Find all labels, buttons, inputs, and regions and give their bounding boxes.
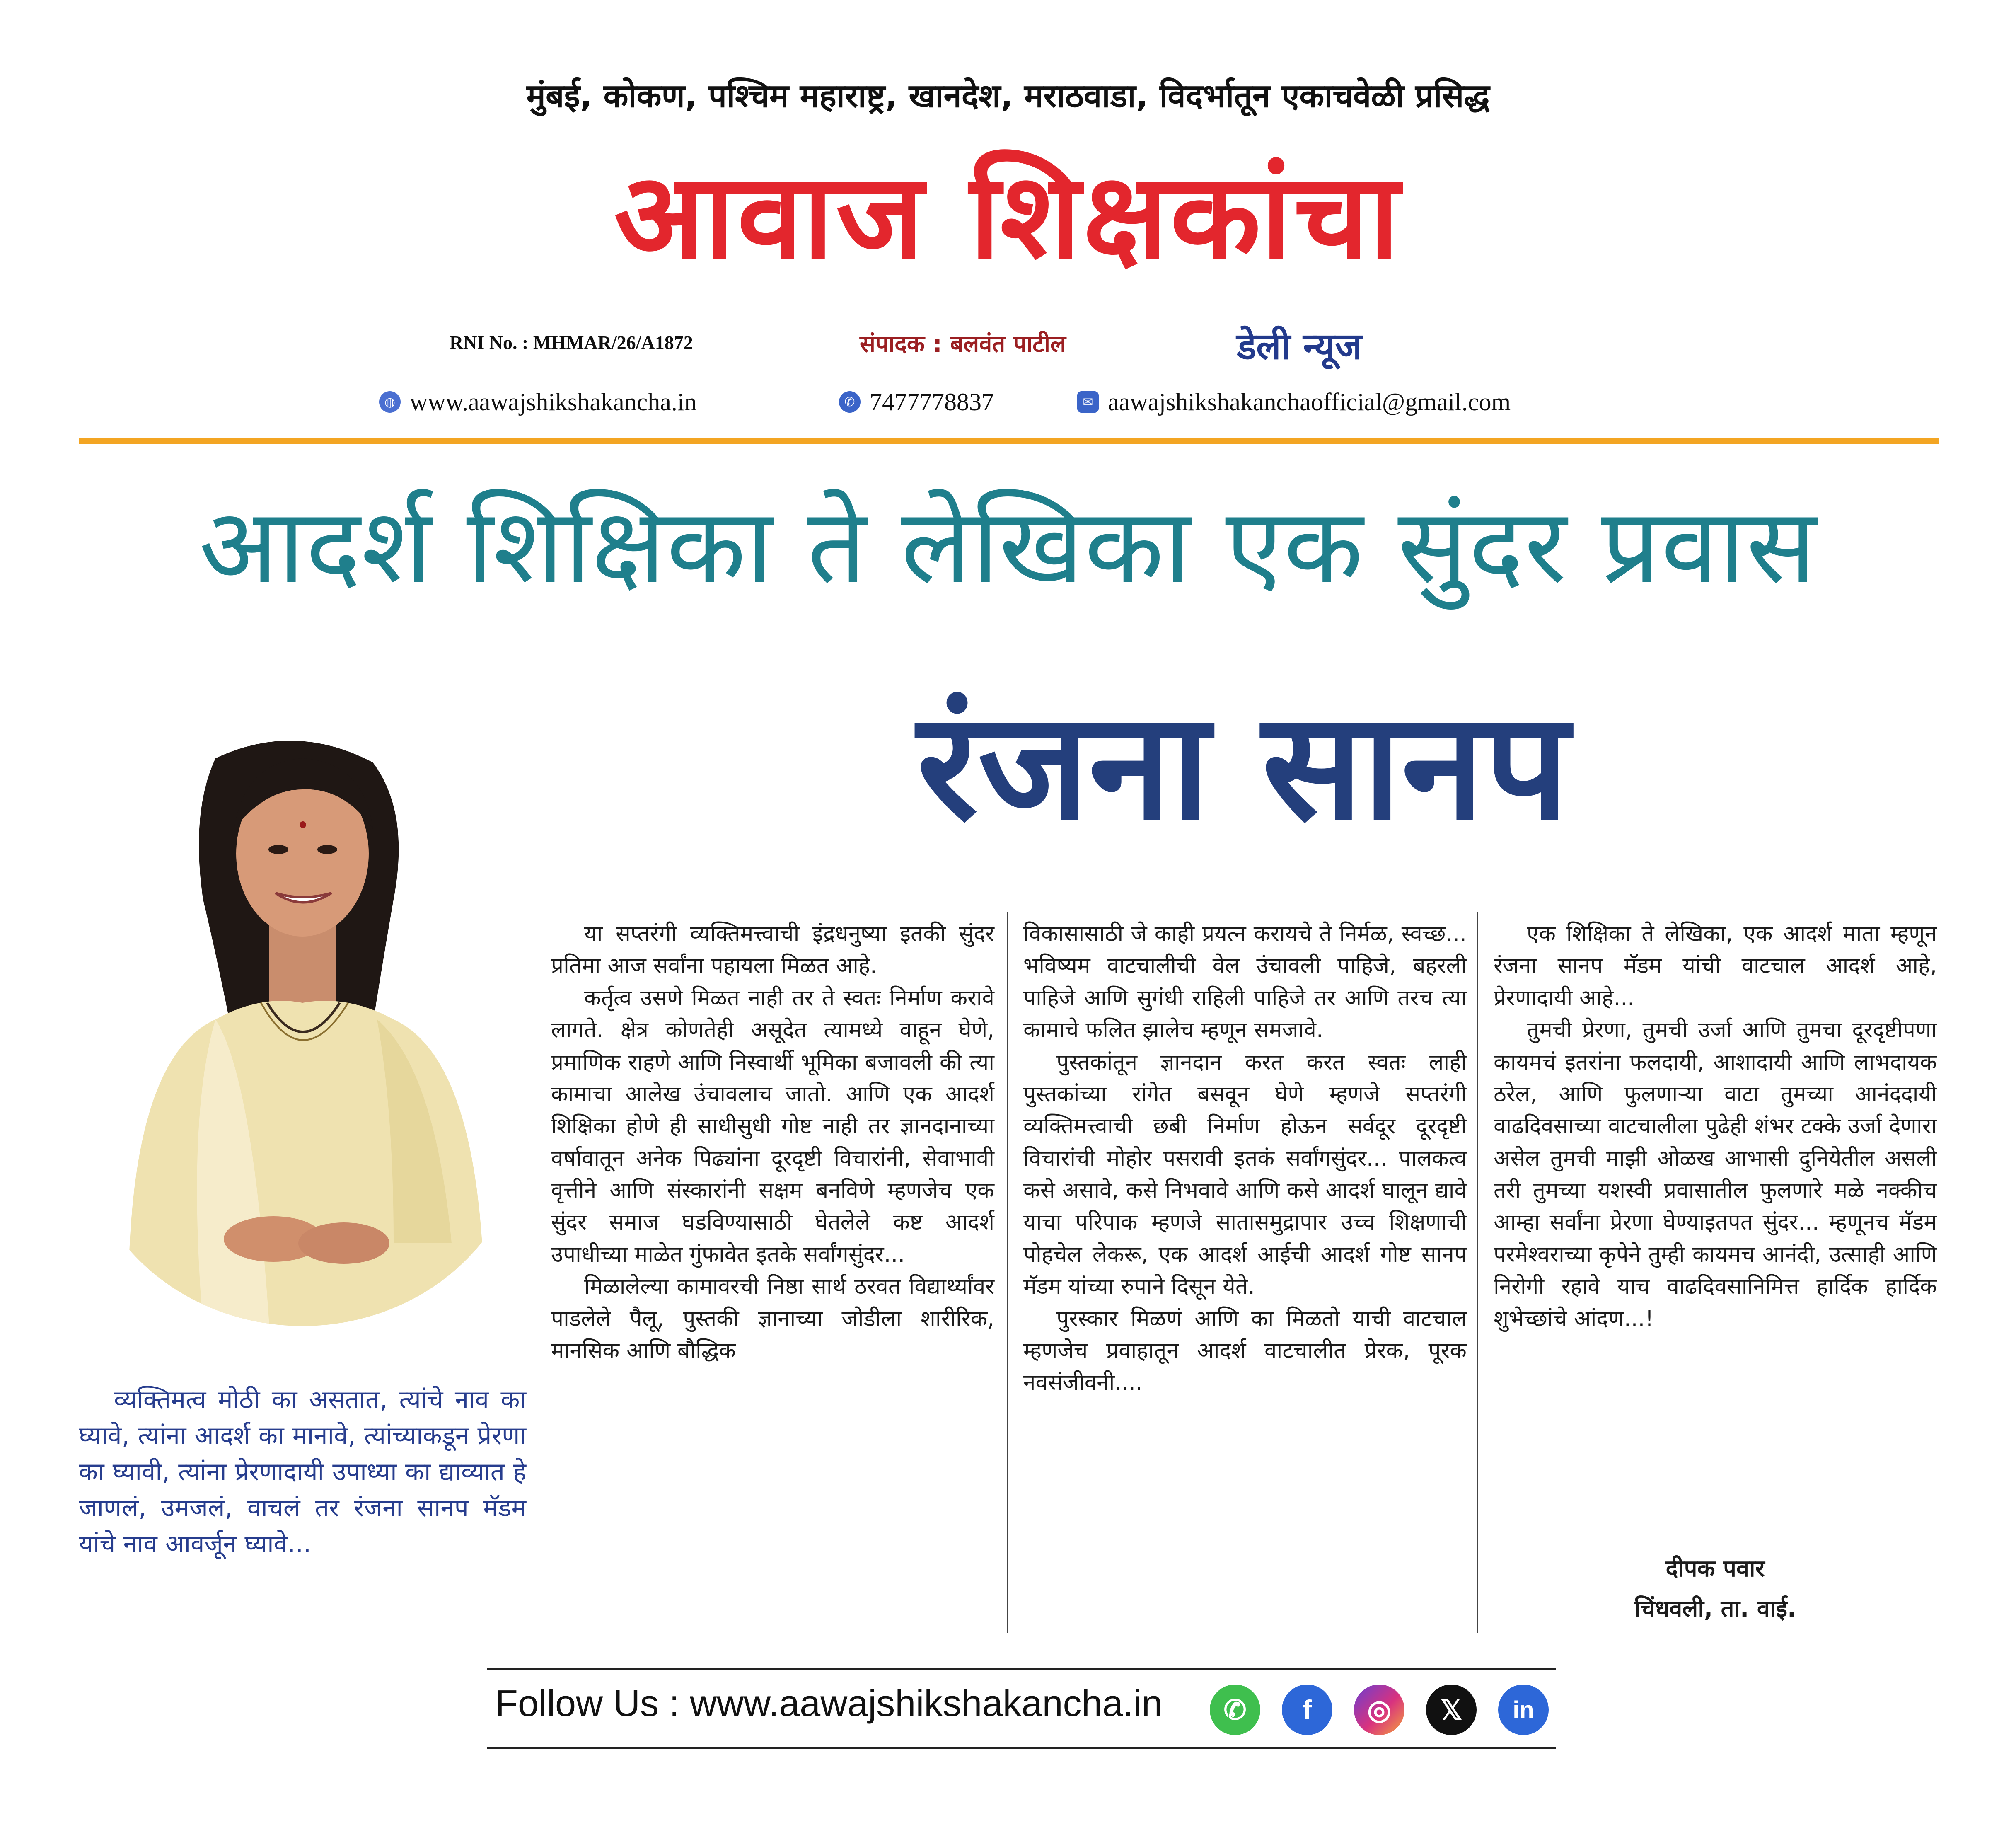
whatsapp-icon[interactable]: ✆	[1210, 1685, 1260, 1735]
website-contact[interactable]	[379, 387, 697, 416]
masthead-divider	[79, 438, 1939, 444]
editor-credit: संपादक : बलवंत पाटील	[860, 331, 1066, 358]
paragraph: या सप्तरंगी व्यक्तिमत्त्वाची इंद्रधनुष्या इतकी सुंदर प्रतिमा आज सर्वांना पहायला मिळत आहे.	[551, 921, 994, 979]
paragraph: पुस्तकांतून ज्ञानदान करत करत स्वतः लाही पुस्तकांच्या रांगेत बसवून घेणे म्हणजे सप्तरंगी व्यक्तिमत्त्वाची छबी निर्माण होऊन सर्वदूर दूरदृष्टी विचारांची मोहोर पसरावी इतकं सर्वांगसुंदर... पालकत्व कसे असावे, कसे निभवावे आणि कसे आदर्श घालून द्यावे याचा परिपाक म्हणजे सातासमुद्रापार उच्च शिक्षणाची पोहचेल लेकरू, एक आदर्श आईची आदर्श गोष्ट सानप मॅडम यांच्या रुपाने दिसून येते.	[1023, 1049, 1467, 1300]
phone-number[interactable]: 7477778837	[870, 388, 994, 416]
instagram-icon[interactable]: ◎	[1354, 1685, 1404, 1735]
paragraph: मिळालेल्या कामावरची निष्ठा सार्थ ठरवत विद्यार्थ्यांवर पाडलेले पैलू, पुस्तकी ज्ञानाच्या जोडीला शारीरिक, मानसिक आणि बौद्धिक	[551, 1274, 994, 1363]
phone-contact[interactable]	[839, 387, 994, 416]
email-contact[interactable]	[1077, 387, 1511, 416]
edition-label: डेली न्यूज	[1237, 325, 1362, 368]
column-divider	[1477, 912, 1478, 1633]
globe-icon: ◍	[379, 391, 401, 413]
facebook-icon[interactable]: f	[1282, 1685, 1332, 1735]
paragraph: पुरस्कार मिळणं आणि का मिळतो याची वाटचाल म्हणजेच प्रवाहातून आदर्श वाटचालीत प्रेरक, पूरक नवसंजीवनी....	[1023, 1306, 1467, 1396]
article-column-3	[1494, 918, 1937, 1335]
follow-us-text[interactable]: Follow Us : www.aawajshikshakancha.in	[495, 1683, 1163, 1724]
linkedin-icon[interactable]: in	[1498, 1685, 1549, 1735]
portrait-photo	[79, 704, 526, 1326]
column-divider	[1007, 912, 1008, 1633]
email-address[interactable]: aawajshikshakanchaofficial@gmail.com	[1108, 388, 1511, 416]
paragraph: विकासासाठी जे काही प्रयत्न करायचे ते निर्मळ, स्वच्छ... भविष्यम वाटचालीची वेल उंचावली पाहिजे, बहरली पाहिजे आणि सुगंधी राहिली पाहिजे तर आणि तरच त्या कामाचे फलित झालेच म्हणून समजावे.	[1023, 921, 1467, 1043]
article-column-2	[1023, 918, 1467, 1399]
x-icon[interactable]: 𝕏	[1426, 1685, 1477, 1735]
article-headline: आदर्श शिक्षिका ते लेखिका एक सुंदर प्रवास	[199, 486, 1817, 606]
article-subject-name: रंजना सानप	[917, 680, 1569, 853]
phone-icon: ✆	[839, 391, 861, 413]
article-column-1	[551, 918, 994, 1367]
newspaper-logo: आवाज शिक्षकांचा	[614, 148, 1402, 285]
footer-top-rule	[487, 1668, 1556, 1670]
masthead-tagline: मुंबई, कोकण, पश्चिम महाराष्ट्र, खानदेश, मराठवाडा, विदर्भातून एकाचवेळी प्रसिद्ध	[526, 77, 1490, 115]
paragraph: तुमची प्रेरणा, तुमची उर्जा आणि तुमचा दूरदृष्टीपणा कायमचं इतरांना फलदायी, आशादायी आणि लाभदायक ठरेल, आणि फुलणाऱ्या वाटा तुमच्या आनंददायी वाढदिवसाच्या वाटचालीला पुढेही शंभर टक्के उर्जा देणारा असेल तुमची माझी ओळख आभासी दुनियेतील असली तरी तुमच्या यशस्वी प्रवासातील फुलणारे मळे नक्कीच आम्हा सर्वांना प्रेरणा घेण्याइतपत सुंदर... म्हणूनच मॅडम परमेश्वराच्या कृपेने तुम्ही कायमच आनंदी, उत्साही आणि निरोगी रहावे याच वाढदिवसानिमित्त हार्दिक हार्दिक शुभेच्छांचे आंदण...!	[1494, 1017, 1937, 1331]
paragraph: कर्तृत्व उसणे मिळत नाही तर ते स्वतः निर्माण करावे लागते. क्षेत्र कोणतेही असूदेत त्यामध्ये वाहून घेणे, प्रमाणिक राहणे आणि निस्वार्थी भूमिका बजावली की त्या कामाचा आलेख उंचावलाच जातो. आणि एक आदर्श शिक्षिका होणे ही साधीसुधी गोष्ट नाही तर ज्ञानदानाच्या वर्षावातून अनेक पिढ्यांना दूरदृष्टी विचारांनी, सेवाभावी वृत्तीने आणि संस्कारांनी सक्षम बनविणे म्हणजेच एक सुंदर समाज घडविण्यासाठी घेतलेले कष्ट आदर्श उपाधीच्या माळेत गुंफावेत इतके सर्वांगसुंदर...	[551, 985, 994, 1267]
rni-number: RNI No. : MHMAR/26/A1872	[450, 332, 693, 353]
paragraph: एक शिक्षिका ते लेखिका, एक आदर्श माता म्हणून रंजना सानप मॅडम यांची वाटचाल आदर्श आहे, प्रेरणादायी आहे...	[1494, 921, 1937, 1011]
social-links	[1210, 1685, 1549, 1735]
pull-quote-text: व्यक्तिमत्व मोठी का असतात, त्यांचे नाव का घ्यावे, त्यांना आदर्श का मानावे, त्यांच्याकडून प्रेरणा का घ्यावी, त्यांना प्रेरणादायी उपाध्या का द्याव्यात हे जाणलं, उमजलं, वाचलं तर रंजना सानप मॅडम यांचे नाव आवर्जून घ्यावे...	[79, 1385, 526, 1559]
author-name: दीपक पवार	[1665, 1555, 1765, 1582]
email-icon: ✉	[1077, 391, 1099, 413]
pull-quote	[79, 1382, 526, 1562]
footer-bottom-rule	[487, 1747, 1556, 1749]
author-place: चिंधवली, ता. वाई.	[1634, 1595, 1796, 1622]
website-link[interactable]: www.aawajshikshakancha.in	[410, 388, 697, 416]
